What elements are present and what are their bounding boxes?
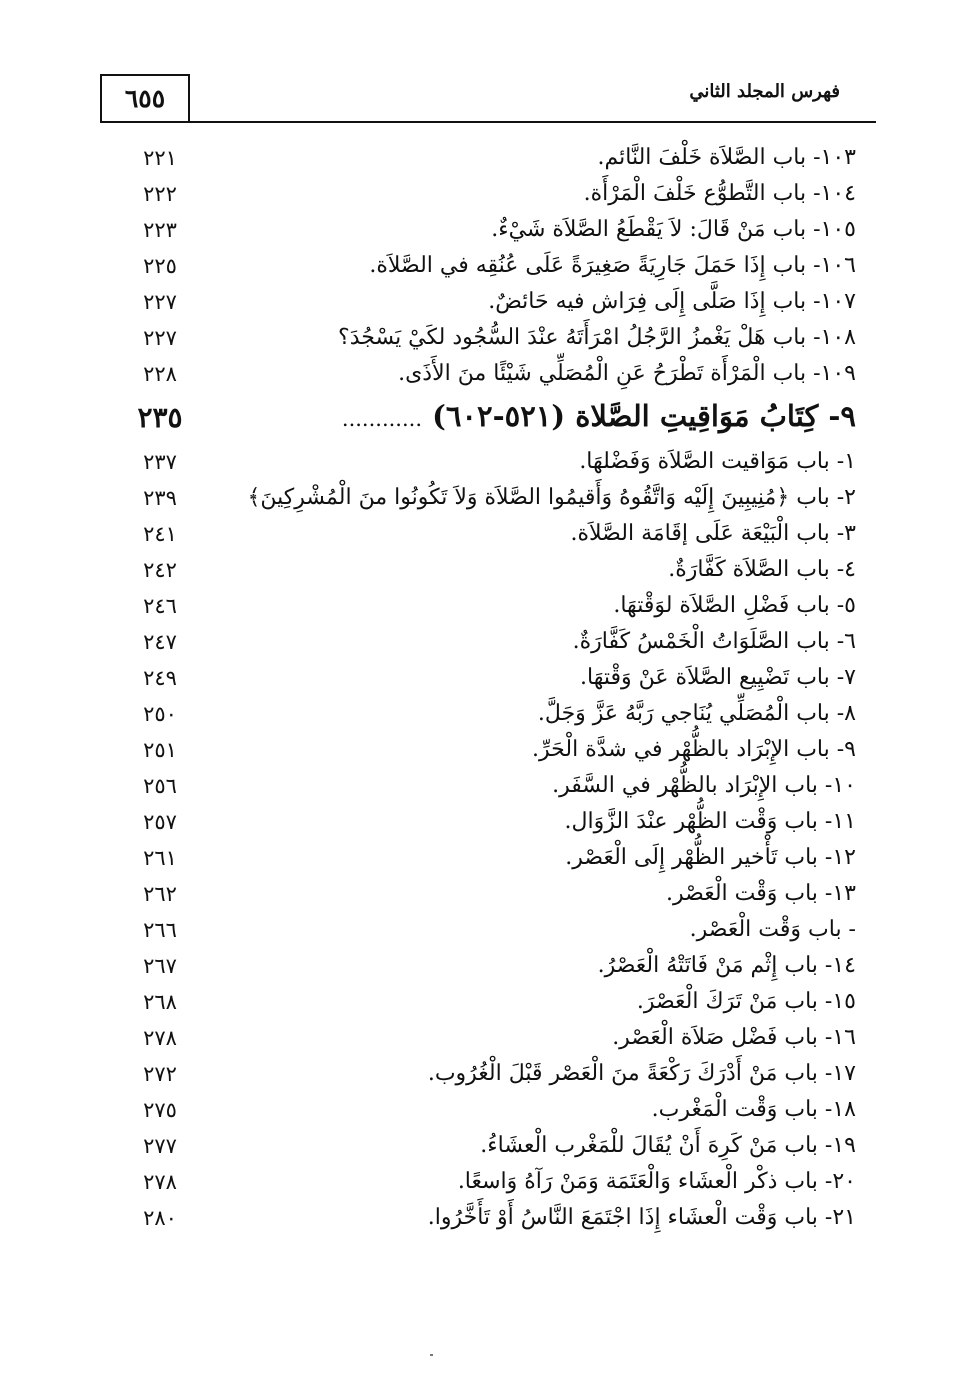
page-number: ٦٥٥ <box>100 74 190 122</box>
entry-title: ١٠٩- باب الْمَرْأَة تَطْرَحُ عَنِ الْمُصَلِّي شَيْئًا منَ الأَذَى. <box>398 361 856 386</box>
entry-title: ١٠- باب الإِبْرَاد بالظُّهْر في السَّفَر. <box>552 773 856 798</box>
toc-entry <box>126 1056 856 1092</box>
header-divider <box>100 121 876 123</box>
page-header <box>100 66 876 124</box>
toc-entry <box>126 248 856 284</box>
entry-page: ٢٥١ <box>143 738 177 762</box>
toc-entry <box>126 696 856 732</box>
entry-title: ١٦- باب فَضْل صَلاَة الْعَصْر. <box>612 1025 856 1050</box>
entry-title: ١٠٣- باب الصَّلاَة خَلْفَ النَّائم. <box>597 145 856 170</box>
toc-entry <box>126 284 856 320</box>
entry-page: ٢٢٥ <box>143 254 177 278</box>
entry-title: ٢١- باب وَقْت الْعشَاء إِذَا اجْتَمَعَ النَّاسُ أَوْ تَأَخَّرُوا. <box>427 1205 856 1230</box>
entry-title: ١٩- باب مَنْ كَرِهَ أَنْ يُقَالَ للْمَغْرب الْعشَاءُ. <box>480 1133 856 1158</box>
scan-speck <box>430 1354 433 1356</box>
entry-page: ٢٢٨ <box>143 362 177 386</box>
toc-entry <box>126 624 856 660</box>
toc-entry <box>126 356 856 392</box>
toc-entry <box>126 480 856 516</box>
toc-entry <box>126 1092 856 1128</box>
entry-page: ٢٥٠ <box>143 702 177 726</box>
toc-entry <box>126 912 856 948</box>
entry-page: ٢٤٧ <box>143 630 177 654</box>
entry-title: ١- باب مَوَاقيت الصَّلاَة وَفَضْلهَا. <box>579 449 856 474</box>
toc-entry <box>126 176 856 212</box>
chapter-heading <box>126 392 856 444</box>
entry-page: ٢٢٧ <box>143 326 177 350</box>
entry-page: ٢٧٨ <box>143 1026 177 1050</box>
entry-title: ١٧- باب مَنْ أَدْرَكَ رَكْعَةً منَ الْعَصْر قَبْلَ الْغُرُوب. <box>427 1061 856 1086</box>
entry-title: ٦- باب الصَّلَوَاتُ الْخَمْسُ كَفَّارَةٌ. <box>572 629 856 654</box>
leader-dots: ............ <box>341 407 423 431</box>
entry-title: ٧- باب تَضْيِيع الصَّلاَة عَنْ وَقْتهَا. <box>580 665 856 690</box>
toc-entry <box>126 840 856 876</box>
toc-entry <box>126 444 856 480</box>
chapter-title-text: ٩- كِتَابُ مَوَاقِيتِ الصَّلاة (٥٢١-٦٠٢) <box>432 399 856 433</box>
entry-page: ٢٦٢ <box>143 882 177 906</box>
toc-entry <box>126 804 856 840</box>
entry-title: - باب وَقْت الْعَصْر. <box>689 917 856 942</box>
chapter-page: ٢٣٥ <box>137 401 183 434</box>
entry-page: ٢٤٩ <box>143 666 177 690</box>
toc-entry <box>126 1200 856 1236</box>
entry-page: ٢٣٧ <box>143 450 177 474</box>
entry-page: ٢٧٧ <box>143 1134 177 1158</box>
entry-title: ١٢- باب تَأْخير الظُّهْر إِلَى الْعَصْر. <box>565 845 856 870</box>
entry-title: ١٥- باب مَنْ تَرَكَ الْعَصْرَ. <box>636 989 856 1014</box>
entry-title: ٩- باب الإِبْرَاد بالظُّهْر في شدَّة الْحَرِّ. <box>532 737 856 762</box>
toc-entry <box>126 212 856 248</box>
entry-title: ٢٠- باب ذكْر الْعشَاء وَالْعَتَمَة وَمَنْ رَآهُ وَاسعًا. <box>457 1169 856 1194</box>
entry-page: ٢٦١ <box>143 846 177 870</box>
toc-entry <box>126 588 856 624</box>
toc-entry <box>126 320 856 356</box>
entry-page: ٢٤٢ <box>143 558 177 582</box>
table-of-contents <box>126 140 856 1315</box>
entry-title: ١٠٦- باب إِذَا حَمَلَ جَارِيَةً صَغِيرَةً عَلَى عُنُقِه في الصَّلاَة. <box>369 253 856 278</box>
entry-page: ٢٧٥ <box>143 1098 177 1122</box>
entry-title: ١٠٥- باب مَنْ قَالَ: لاَ يَقْطَعُ الصَّلاَة شَيْءٌ. <box>491 217 856 242</box>
entry-title: ١٠٧- باب إِذَا صَلَّى إِلَى فِرَاش فيه حَائضٌ. <box>488 289 856 314</box>
toc-entry <box>126 552 856 588</box>
toc-entry <box>126 516 856 552</box>
running-title: فهرس المجلد الثاني <box>689 81 840 102</box>
toc-entry <box>126 660 856 696</box>
toc-entry <box>126 732 856 768</box>
entry-title: ١٠٨- باب هَلْ يَغْمزُ الرَّجُلُ امْرَأَتَهُ عنْدَ السُّجُود لكَيْ يَسْجُدَ؟ <box>338 325 856 350</box>
entry-title: ٨- باب الْمُصَلِّي يُنَاجي رَبَّهُ عَزَّ وَجَلَّ. <box>537 701 856 726</box>
toc-entry <box>126 876 856 912</box>
entry-page: ٢٦٧ <box>143 954 177 978</box>
entry-title: ٣- باب الْبَيْعَة عَلَى إقَامَة الصَّلاَة. <box>570 521 856 546</box>
entry-page: ٢٢٣ <box>143 218 177 242</box>
entry-page: ٢٦٦ <box>143 918 177 942</box>
entry-page: ٢٢١ <box>143 146 177 170</box>
entry-page: ٢٥٧ <box>143 810 177 834</box>
entry-page: ٢٢٧ <box>143 290 177 314</box>
entry-title: ١٣- باب وَقْت الْعَصْر. <box>666 881 856 906</box>
entry-page: ٢٢٢ <box>143 182 177 206</box>
entry-title: ١٤- باب إِثْم مَنْ فَاتَتْهُ الْعَصْرُ. <box>597 953 856 978</box>
toc-entry <box>126 140 856 176</box>
entry-title: ١٨- باب وَقْت الْمَغْرب. <box>651 1097 856 1122</box>
toc-entry <box>126 1020 856 1056</box>
entry-page: ٢٧٢ <box>143 1062 177 1086</box>
entry-page: ٢٥٦ <box>143 774 177 798</box>
chapter-title <box>342 400 856 435</box>
entry-title: ١٠٤- باب التَّطوُّع خَلْفَ الْمَرْأَة. <box>583 181 856 206</box>
entry-page: ٢٣٩ <box>143 486 177 510</box>
toc-entry <box>126 768 856 804</box>
entry-page: ٢٤١ <box>143 522 177 546</box>
entry-title: ١١- باب وَقْت الظُّهْر عنْدَ الزَّوَال. <box>564 809 856 834</box>
entry-page: ٢٧٨ <box>143 1170 177 1194</box>
entry-page: ٢٤٦ <box>143 594 177 618</box>
entry-title: ٢- باب ﴿مُنِيبِينَ إِلَيْه وَاتَّقُوهُ وَأَقيمُوا الصَّلاَة وَلاَ تَكُونُوا منَ الْمُشْرِكِينَ﴾ <box>247 485 856 510</box>
entry-page: ٢٦٨ <box>143 990 177 1014</box>
toc-entry <box>126 948 856 984</box>
toc-entry <box>126 1128 856 1164</box>
entry-page: ٢٨٠ <box>143 1206 177 1230</box>
entry-title: ٥- باب فَضْلِ الصَّلاَة لوَقْتهَا. <box>613 593 856 618</box>
entry-title: ٤- باب الصَّلاَة كَفَّارَةٌ. <box>668 557 856 582</box>
toc-entry <box>126 984 856 1020</box>
toc-entry <box>126 1164 856 1200</box>
